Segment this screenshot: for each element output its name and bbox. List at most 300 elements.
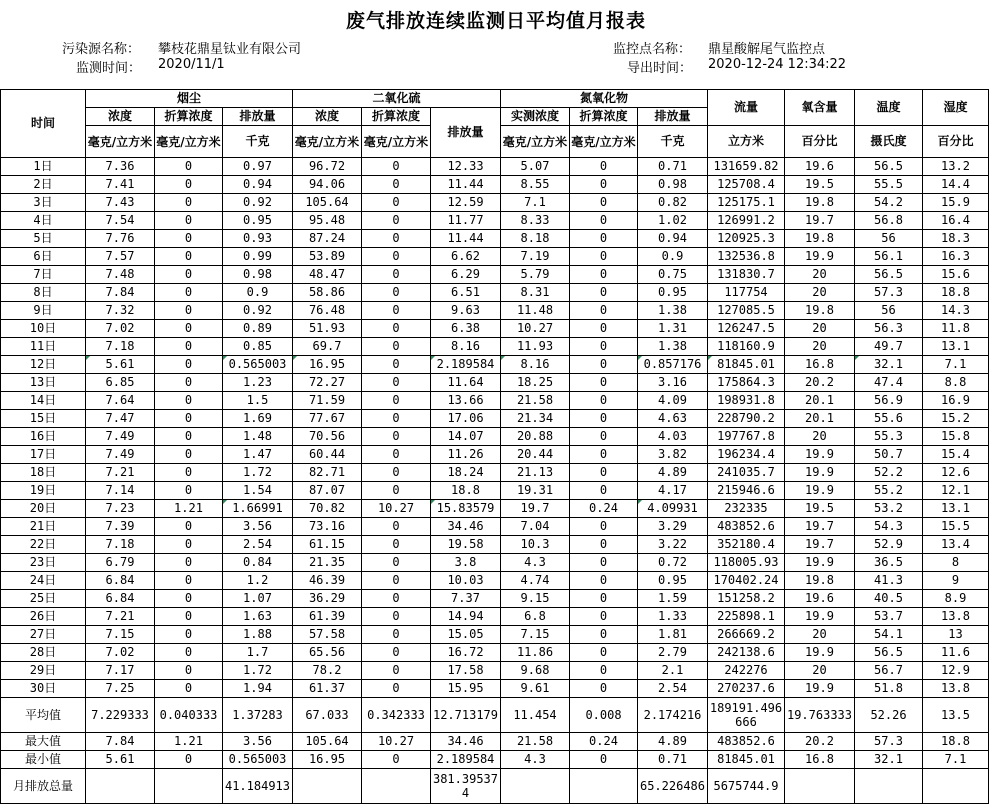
- cell-oxygen: 19.7: [785, 212, 855, 230]
- cell-so2-emission: 12.713179: [431, 698, 501, 733]
- cell-dust-conc: 7.02: [86, 644, 155, 662]
- cell-nox-measured: 7.19: [501, 248, 570, 266]
- cell-humidity: 15.9: [923, 194, 989, 212]
- cell-flow: 126247.5: [708, 320, 785, 338]
- cell-temp: 54.3: [855, 518, 923, 536]
- cell-dust-emission: 0.94: [223, 176, 293, 194]
- cell-so2-conv: 0: [362, 284, 431, 302]
- cell-so2-conc: 46.39: [293, 572, 362, 590]
- table-row: [1, 662, 989, 680]
- cell-nox-emission: 4.17: [638, 482, 708, 500]
- cell-humidity: [923, 769, 989, 804]
- cell-flow: 196234.4: [708, 446, 785, 464]
- cell-oxygen: 19.8: [785, 230, 855, 248]
- cell-dust-emission: 1.72: [223, 464, 293, 482]
- cell-so2-emission: 6.29: [431, 266, 501, 284]
- cell-temp: 56.1: [855, 248, 923, 266]
- cell-temp: 52.2: [855, 464, 923, 482]
- monitor-time-value: 2020/11/1: [158, 57, 225, 72]
- cell-dust-emission: 1.69: [223, 410, 293, 428]
- cell-so2-conv: 0: [362, 572, 431, 590]
- header-group-nox: 氮氧化物: [501, 90, 708, 108]
- cell-temp: 49.7: [855, 338, 923, 356]
- table-row: [1, 284, 989, 302]
- unit-so2-conv: 毫克/立方米: [362, 126, 431, 158]
- cell-nox-emission: 3.16: [638, 374, 708, 392]
- cell-dust-emission: 1.54: [223, 482, 293, 500]
- cell-nox-measured: 11.86: [501, 644, 570, 662]
- cell-so2-conc: 73.16: [293, 518, 362, 536]
- cell-so2-conv: 0: [362, 446, 431, 464]
- cell-so2-emission: 381.395374: [431, 769, 501, 804]
- cell-so2-conc: 87.07: [293, 482, 362, 500]
- cell-dust-emission: 1.48: [223, 428, 293, 446]
- cell-nox-conv: 0: [570, 590, 638, 608]
- cell-oxygen: 16.8: [785, 751, 855, 769]
- cell-oxygen: 19.9: [785, 482, 855, 500]
- cell-humidity: 14.3: [923, 302, 989, 320]
- cell-dust-conc: 7.02: [86, 320, 155, 338]
- unit-nox-conv: 毫克/立方米: [570, 126, 638, 158]
- cell-flow: 125175.1: [708, 194, 785, 212]
- cell-so2-conv: 10.27: [362, 733, 431, 751]
- cell-nox-conv: 0: [570, 662, 638, 680]
- cell-day: 8日: [1, 284, 86, 302]
- cell-nox-conv: 0: [570, 320, 638, 338]
- cell-humidity: 13.1: [923, 338, 989, 356]
- cell-dust-emission: 0.84: [223, 554, 293, 572]
- cell-so2-conc: 96.72: [293, 158, 362, 176]
- cell-day: 17日: [1, 446, 86, 464]
- cell-nox-conv: 0: [570, 374, 638, 392]
- cell-temp: 56.5: [855, 644, 923, 662]
- cell-so2-conc: 95.48: [293, 212, 362, 230]
- cell-so2-emission: 3.8: [431, 554, 501, 572]
- cell-nox-conv: 0: [570, 248, 638, 266]
- table-row: [1, 338, 989, 356]
- cell-dust-conv: 0: [155, 572, 223, 590]
- cell-oxygen: 19.9: [785, 608, 855, 626]
- unit-so2-conc: 毫克/立方米: [293, 126, 362, 158]
- cell-temp: 52.26: [855, 698, 923, 733]
- cell-humidity: 7.1: [923, 751, 989, 769]
- cell-oxygen: 20.1: [785, 410, 855, 428]
- cell-humidity: 11.8: [923, 320, 989, 338]
- cell-nox-measured: 8.16: [501, 356, 570, 374]
- cell-nox-emission: 1.02: [638, 212, 708, 230]
- cell-dust-conv: [155, 769, 223, 804]
- cell-nox-measured: 9.68: [501, 662, 570, 680]
- cell-dust-conc: [86, 769, 155, 804]
- cell-so2-conc: 67.033: [293, 698, 362, 733]
- cell-dust-conc: 7.229333: [86, 698, 155, 733]
- cell-nox-conv: 0: [570, 446, 638, 464]
- cell-oxygen: 19.8: [785, 194, 855, 212]
- cell-so2-emission: 6.51: [431, 284, 501, 302]
- cell-oxygen: 19.7: [785, 536, 855, 554]
- header-dust-conc: 浓度: [86, 108, 155, 126]
- cell-dust-conv: 0: [155, 176, 223, 194]
- cell-temp: 56: [855, 302, 923, 320]
- cell-nox-conv: 0: [570, 572, 638, 590]
- table-row: [1, 680, 989, 698]
- cell-so2-conv: 0: [362, 176, 431, 194]
- cell-flow: 266669.2: [708, 626, 785, 644]
- cell-temp: 55.3: [855, 428, 923, 446]
- cell-temp: 55.6: [855, 410, 923, 428]
- cell-so2-conv: 0: [362, 356, 431, 374]
- cell-dust-emission: 1.5: [223, 392, 293, 410]
- cell-dust-conv: 0: [155, 158, 223, 176]
- cell-so2-conv: 0: [362, 302, 431, 320]
- cell-so2-conc: 53.89: [293, 248, 362, 266]
- cell-flow: 117754: [708, 284, 785, 302]
- table-row: [1, 158, 989, 176]
- cell-day: 最大值: [1, 733, 86, 751]
- header-oxygen: 氧含量: [785, 90, 855, 126]
- cell-oxygen: [785, 769, 855, 804]
- cell-so2-conv: 0: [362, 230, 431, 248]
- cell-dust-conc: 6.79: [86, 554, 155, 572]
- cell-dust-conc: 7.41: [86, 176, 155, 194]
- table-row: [1, 212, 989, 230]
- cell-nox-measured: 4.74: [501, 572, 570, 590]
- cell-so2-conv: 0: [362, 626, 431, 644]
- cell-flow: 175864.3: [708, 374, 785, 392]
- cell-nox-measured: 19.31: [501, 482, 570, 500]
- table-row: [1, 374, 989, 392]
- cell-nox-measured: 21.13: [501, 464, 570, 482]
- cell-temp: 52.9: [855, 536, 923, 554]
- table-row: [1, 536, 989, 554]
- cell-dust-emission: 0.565003: [223, 356, 293, 374]
- cell-nox-emission: 2.79: [638, 644, 708, 662]
- cell-oxygen: 19.9: [785, 464, 855, 482]
- cell-so2-conv: 0: [362, 644, 431, 662]
- cell-dust-emission: 1.72: [223, 662, 293, 680]
- cell-dust-conv: 0: [155, 751, 223, 769]
- cell-dust-conc: 7.84: [86, 733, 155, 751]
- cell-humidity: 18.8: [923, 284, 989, 302]
- cell-so2-conv: 0: [362, 248, 431, 266]
- cell-so2-conc: 58.86: [293, 284, 362, 302]
- cell-day: 27日: [1, 626, 86, 644]
- cell-nox-measured: 9.61: [501, 680, 570, 698]
- cell-so2-emission: 2.189584: [431, 356, 501, 374]
- cell-humidity: 18.8: [923, 733, 989, 751]
- cell-nox-emission: 4.03: [638, 428, 708, 446]
- header-temp: 温度: [855, 90, 923, 126]
- cell-so2-emission: 11.64: [431, 374, 501, 392]
- cell-nox-measured: 4.3: [501, 751, 570, 769]
- cell-dust-conc: 7.49: [86, 428, 155, 446]
- unit-nox-emission: 千克: [638, 126, 708, 158]
- cell-nox-measured: 11.93: [501, 338, 570, 356]
- cell-temp: 54.1: [855, 626, 923, 644]
- cell-temp: [855, 769, 923, 804]
- cell-flow: 131830.7: [708, 266, 785, 284]
- cell-oxygen: 20: [785, 266, 855, 284]
- cell-dust-conv: 0: [155, 392, 223, 410]
- cell-nox-conv: 0: [570, 536, 638, 554]
- cell-nox-conv: 0: [570, 428, 638, 446]
- cell-so2-conv: 0: [362, 374, 431, 392]
- cell-so2-conv: [362, 769, 431, 804]
- cell-so2-emission: 19.58: [431, 536, 501, 554]
- cell-temp: 53.2: [855, 500, 923, 518]
- cell-dust-conv: 0: [155, 212, 223, 230]
- cell-flow: 225898.1: [708, 608, 785, 626]
- cell-nox-emission: 2.174216: [638, 698, 708, 733]
- cell-flow: 118005.93: [708, 554, 785, 572]
- cell-oxygen: 20: [785, 428, 855, 446]
- cell-so2-conc: 36.29: [293, 590, 362, 608]
- cell-so2-conv: 0: [362, 482, 431, 500]
- table-row: [1, 482, 989, 500]
- cell-temp: 56.8: [855, 212, 923, 230]
- cell-so2-conc: 105.64: [293, 194, 362, 212]
- cell-dust-emission: 1.66991: [223, 500, 293, 518]
- cell-so2-conv: 0: [362, 680, 431, 698]
- export-time-label: 导出时间：: [627, 61, 693, 76]
- cell-so2-conv: 0: [362, 392, 431, 410]
- cell-nox-emission: 0.72: [638, 554, 708, 572]
- cell-dust-emission: 41.184913: [223, 769, 293, 804]
- cell-dust-emission: 0.93: [223, 230, 293, 248]
- cell-oxygen: 20: [785, 626, 855, 644]
- table-row: [1, 302, 989, 320]
- table-row: [1, 446, 989, 464]
- cell-dust-conv: 0: [155, 626, 223, 644]
- cell-temp: 56.5: [855, 266, 923, 284]
- cell-so2-conc: 16.95: [293, 751, 362, 769]
- cell-humidity: 15.5: [923, 518, 989, 536]
- cell-so2-conc: 87.24: [293, 230, 362, 248]
- cell-nox-emission: 0.9: [638, 248, 708, 266]
- cell-so2-conc: 70.82: [293, 500, 362, 518]
- cell-so2-emission: 11.77: [431, 212, 501, 230]
- cell-dust-emission: 0.97: [223, 158, 293, 176]
- cell-dust-emission: 1.7: [223, 644, 293, 662]
- cell-oxygen: 20.2: [785, 733, 855, 751]
- cell-nox-measured: [501, 769, 570, 804]
- cell-dust-conc: 7.49: [86, 446, 155, 464]
- cell-day: 4日: [1, 212, 86, 230]
- cell-so2-emission: 18.8: [431, 482, 501, 500]
- cell-dust-conv: 0: [155, 608, 223, 626]
- cell-humidity: 13.8: [923, 680, 989, 698]
- cell-temp: 50.7: [855, 446, 923, 464]
- cell-flow: 232335: [708, 500, 785, 518]
- cell-dust-emission: 1.37283: [223, 698, 293, 733]
- cell-so2-emission: 14.94: [431, 608, 501, 626]
- cell-nox-emission: 4.09931: [638, 500, 708, 518]
- cell-oxygen: 19.763333: [785, 698, 855, 733]
- cell-flow: 215946.6: [708, 482, 785, 500]
- cell-flow: 5675744.9: [708, 769, 785, 804]
- cell-nox-measured: 20.44: [501, 446, 570, 464]
- cell-day: 25日: [1, 590, 86, 608]
- cell-temp: 41.3: [855, 572, 923, 590]
- table-row: [1, 518, 989, 536]
- cell-nox-measured: 5.07: [501, 158, 570, 176]
- cell-nox-measured: 21.58: [501, 392, 570, 410]
- header-nox-emission: 排放量: [638, 108, 708, 126]
- cell-day: 月排放总量: [1, 769, 86, 804]
- cell-dust-conv: 0: [155, 518, 223, 536]
- cell-flow: 81845.01: [708, 356, 785, 374]
- unit-dust-conv: 毫克/立方米: [155, 126, 223, 158]
- cell-day: 22日: [1, 536, 86, 554]
- cell-humidity: 13.5: [923, 698, 989, 733]
- cell-so2-emission: 2.189584: [431, 751, 501, 769]
- cell-so2-emission: 9.63: [431, 302, 501, 320]
- cell-dust-emission: 0.85: [223, 338, 293, 356]
- cell-nox-measured: 18.25: [501, 374, 570, 392]
- cell-day: 3日: [1, 194, 86, 212]
- table-row: [1, 356, 989, 374]
- cell-so2-emission: 12.33: [431, 158, 501, 176]
- cell-oxygen: 19.9: [785, 446, 855, 464]
- cell-temp: 55.5: [855, 176, 923, 194]
- cell-dust-conv: 0: [155, 302, 223, 320]
- header-dust-conv: 折算浓度: [155, 108, 223, 126]
- cell-humidity: 15.8: [923, 428, 989, 446]
- table-row: [1, 176, 989, 194]
- cell-nox-conv: 0: [570, 518, 638, 536]
- cell-nox-conv: [570, 769, 638, 804]
- cell-humidity: 13.8: [923, 608, 989, 626]
- cell-so2-conc: 105.64: [293, 733, 362, 751]
- cell-so2-conv: 0: [362, 464, 431, 482]
- table-row: [1, 554, 989, 572]
- cell-nox-measured: 7.15: [501, 626, 570, 644]
- cell-nox-conv: 0: [570, 751, 638, 769]
- cell-so2-conv: 0: [362, 518, 431, 536]
- cell-so2-emission: 14.07: [431, 428, 501, 446]
- cell-flow: 151258.2: [708, 590, 785, 608]
- cell-so2-emission: 17.58: [431, 662, 501, 680]
- cell-nox-measured: 8.18: [501, 230, 570, 248]
- cell-dust-emission: 2.54: [223, 536, 293, 554]
- cell-nox-conv: 0.008: [570, 698, 638, 733]
- cell-oxygen: 20: [785, 320, 855, 338]
- cell-dust-conv: 0: [155, 644, 223, 662]
- cell-dust-conc: 7.17: [86, 662, 155, 680]
- table-row: [1, 392, 989, 410]
- cell-day: 12日: [1, 356, 86, 374]
- cell-temp: 40.5: [855, 590, 923, 608]
- cell-day: 19日: [1, 482, 86, 500]
- cell-humidity: 16.3: [923, 248, 989, 266]
- cell-dust-conc: 7.39: [86, 518, 155, 536]
- cell-so2-conv: 0: [362, 662, 431, 680]
- cell-nox-emission: 0.98: [638, 176, 708, 194]
- cell-so2-emission: 10.03: [431, 572, 501, 590]
- cell-nox-emission: 0.95: [638, 572, 708, 590]
- cell-so2-emission: 8.16: [431, 338, 501, 356]
- cell-nox-emission: 0.75: [638, 266, 708, 284]
- cell-so2-conc: 65.56: [293, 644, 362, 662]
- cell-humidity: 13.1: [923, 500, 989, 518]
- cell-dust-conc: 7.54: [86, 212, 155, 230]
- cell-dust-conv: 0: [155, 284, 223, 302]
- table-row: [1, 248, 989, 266]
- cell-so2-conv: 0: [362, 266, 431, 284]
- cell-temp: 56.3: [855, 320, 923, 338]
- cell-dust-conv: 0: [155, 482, 223, 500]
- cell-dust-emission: 0.92: [223, 302, 293, 320]
- cell-oxygen: 20.1: [785, 392, 855, 410]
- cell-dust-conv: 0: [155, 428, 223, 446]
- cell-so2-emission: 6.62: [431, 248, 501, 266]
- cell-day: 11日: [1, 338, 86, 356]
- cell-nox-measured: 6.8: [501, 608, 570, 626]
- cell-dust-emission: 0.9: [223, 284, 293, 302]
- header-humidity: 湿度: [923, 90, 989, 126]
- cell-nox-conv: 0: [570, 194, 638, 212]
- cell-flow: 483852.6: [708, 518, 785, 536]
- cell-nox-measured: 7.04: [501, 518, 570, 536]
- cell-dust-conc: 7.64: [86, 392, 155, 410]
- cell-nox-conv: 0: [570, 176, 638, 194]
- cell-dust-conc: 7.21: [86, 608, 155, 626]
- cell-temp: 47.4: [855, 374, 923, 392]
- cell-oxygen: 19.6: [785, 590, 855, 608]
- cell-nox-conv: 0: [570, 482, 638, 500]
- cell-nox-emission: 1.31: [638, 320, 708, 338]
- cell-oxygen: 20.2: [785, 374, 855, 392]
- cell-dust-conv: 0: [155, 446, 223, 464]
- cell-temp: 56.9: [855, 392, 923, 410]
- average-row: [1, 698, 989, 733]
- table-row: [1, 608, 989, 626]
- cell-nox-emission: 0.71: [638, 751, 708, 769]
- cell-dust-conv: 0: [155, 680, 223, 698]
- cell-humidity: 8: [923, 554, 989, 572]
- cell-humidity: 8.8: [923, 374, 989, 392]
- cell-so2-conc: [293, 769, 362, 804]
- cell-day: 1日: [1, 158, 86, 176]
- cell-so2-emission: 12.59: [431, 194, 501, 212]
- cell-humidity: 13.4: [923, 536, 989, 554]
- min-row: [1, 751, 989, 769]
- table-row: [1, 428, 989, 446]
- cell-nox-emission: 0.857176: [638, 356, 708, 374]
- cell-day: 18日: [1, 464, 86, 482]
- cell-dust-conc: 7.47: [86, 410, 155, 428]
- cell-so2-conc: 77.67: [293, 410, 362, 428]
- cell-flow: 483852.6: [708, 733, 785, 751]
- cell-dust-conc: 7.15: [86, 626, 155, 644]
- max-row: [1, 733, 989, 751]
- cell-dust-conc: 7.43: [86, 194, 155, 212]
- cell-nox-conv: 0.24: [570, 500, 638, 518]
- cell-nox-conv: 0: [570, 626, 638, 644]
- cell-so2-conc: 76.48: [293, 302, 362, 320]
- monthly-total-row: [1, 769, 989, 804]
- cell-so2-conc: 16.95: [293, 356, 362, 374]
- cell-dust-conv: 0.040333: [155, 698, 223, 733]
- source-label: 污染源名称：: [62, 42, 141, 57]
- cell-nox-measured: 10.27: [501, 320, 570, 338]
- cell-so2-emission: 15.83579: [431, 500, 501, 518]
- unit-dust-conc: 毫克/立方米: [86, 126, 155, 158]
- cell-dust-conv: 1.21: [155, 500, 223, 518]
- cell-dust-conc: 7.18: [86, 338, 155, 356]
- cell-so2-conc: 94.06: [293, 176, 362, 194]
- cell-flow: 198931.8: [708, 392, 785, 410]
